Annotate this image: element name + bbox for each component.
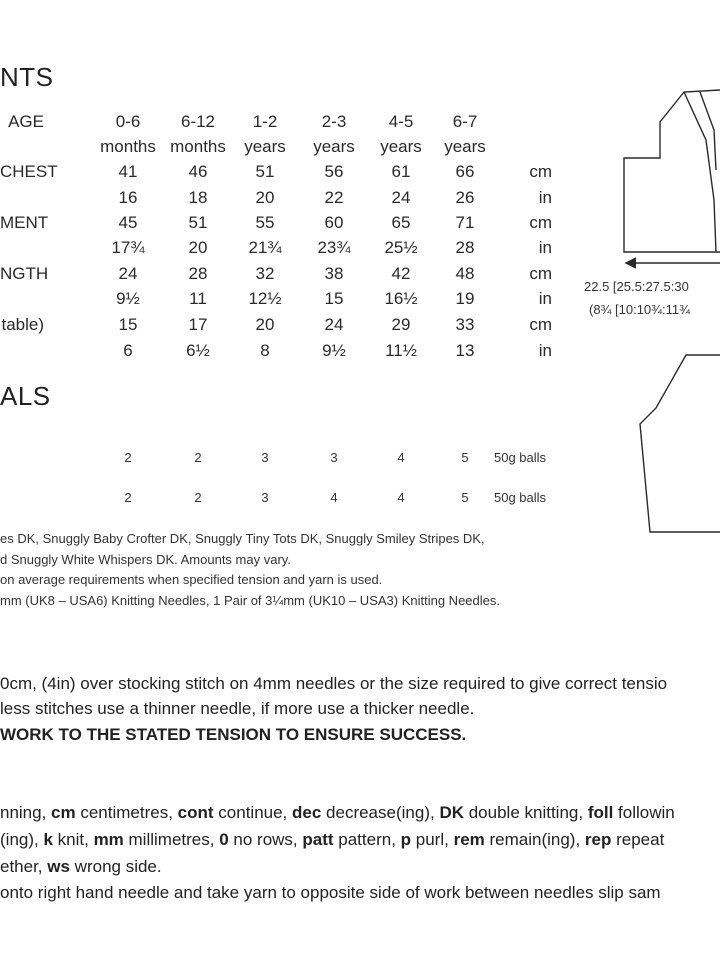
materials-note-4: mm (UK8 – USA6) Knitting Needles, 1 Pair of 3¼mm (UK10 – USA3) Knitting Needles. bbox=[0, 593, 500, 608]
abbreviation-text: pattern, bbox=[333, 830, 401, 849]
table-cell: 51 bbox=[255, 162, 275, 181]
yarn-unit: 50g balls bbox=[494, 490, 547, 505]
abbreviation-text: nning, bbox=[0, 803, 52, 822]
materials-note-3: on average requirements when specified tension and yarn is used. bbox=[0, 572, 383, 587]
table-cell: 18 bbox=[188, 188, 208, 207]
yarn-cell: 4 bbox=[330, 490, 338, 505]
yarn-cell: 4 bbox=[397, 450, 405, 465]
row-unit: cm bbox=[529, 213, 552, 232]
table-cell: 48 bbox=[455, 264, 475, 283]
table-cell: 24 bbox=[118, 264, 138, 283]
yarn-cell: 4 bbox=[397, 490, 405, 505]
abbreviation-text: repeat bbox=[611, 830, 665, 849]
yarn-cell: 2 bbox=[124, 450, 132, 465]
tension-line-2: less stitches use a thinner needle, if more use a thicker needle. bbox=[0, 699, 475, 718]
sleeve-outline bbox=[640, 355, 720, 532]
yarn-cell: 2 bbox=[124, 490, 132, 505]
yarn-cell: 2 bbox=[194, 450, 202, 465]
size-unit: years bbox=[313, 137, 355, 156]
table-cell: 51 bbox=[188, 213, 208, 232]
row-label: CHEST bbox=[0, 162, 58, 181]
diagram-width-cm: 22.5 [25.5:27.5:30 bbox=[584, 279, 689, 294]
abbreviation-text: centimetres, bbox=[75, 803, 178, 822]
size-range: 2-3 bbox=[321, 112, 347, 131]
row-unit: in bbox=[538, 188, 552, 207]
abbreviation-term: DK bbox=[439, 803, 464, 822]
table-cell: 71 bbox=[455, 213, 475, 232]
size-unit: years bbox=[244, 137, 286, 156]
table-cell: 66 bbox=[455, 162, 475, 181]
materials-heading: ALS bbox=[0, 381, 51, 411]
abbreviation-text: millimetres, bbox=[123, 830, 220, 849]
row-unit: cm bbox=[529, 162, 552, 181]
abbreviation-term: dec bbox=[292, 803, 322, 822]
table-cell: 24 bbox=[324, 315, 344, 334]
yarn-cell: 2 bbox=[194, 490, 202, 505]
abbreviation-text: knit, bbox=[52, 830, 94, 849]
table-cell: 28 bbox=[455, 238, 475, 257]
size-range: 0-6 bbox=[115, 112, 141, 131]
table-cell: 32 bbox=[255, 264, 275, 283]
abbreviation-text: double knitting, bbox=[464, 803, 588, 822]
table-cell: 16½ bbox=[384, 289, 418, 308]
table-cell: 20 bbox=[188, 238, 208, 257]
table-cell: 20 bbox=[255, 188, 275, 207]
yarn-cell: 3 bbox=[330, 450, 338, 465]
table-cell: 8 bbox=[260, 341, 270, 360]
table-cell: 23¾ bbox=[317, 238, 351, 257]
table-cell: 29 bbox=[391, 315, 411, 334]
table-cell: 24 bbox=[391, 188, 411, 207]
table-cell: 42 bbox=[391, 264, 411, 283]
tension-line-3: WORK TO THE STATED TENSION TO ENSURE SUCCESS. bbox=[0, 725, 467, 744]
abbreviation-text: (ing), bbox=[0, 830, 44, 849]
tension-line-1: 0cm, (4in) over stocking stitch on 4mm needles or the size required to give correct tensio bbox=[0, 674, 668, 693]
table-cell: 15 bbox=[118, 315, 138, 334]
table-cell: 56 bbox=[324, 162, 344, 181]
table-cell: 22 bbox=[324, 188, 344, 207]
materials-note-1: es DK, Snuggly Baby Crofter DK, Snuggly Tiny Tots DK, Snuggly Smiley Stripes DK, bbox=[0, 531, 485, 546]
row-label: NGTH bbox=[0, 264, 49, 283]
row-label: table) bbox=[1, 315, 44, 334]
table-cell: 13 bbox=[455, 341, 475, 360]
table-cell: 45 bbox=[118, 213, 138, 232]
width-arrowhead bbox=[626, 258, 636, 268]
table-cell: 11 bbox=[189, 289, 207, 308]
abbreviation-text: ether, bbox=[0, 857, 48, 876]
table-cell: 19 bbox=[455, 289, 475, 308]
abbreviations-line-4: onto right hand needle and take yarn to opposite side of work between needles slip sam bbox=[0, 883, 661, 902]
size-range: 6-7 bbox=[452, 112, 478, 131]
table-cell: 61 bbox=[391, 162, 411, 181]
size-unit: months bbox=[170, 137, 226, 156]
abbreviation-term: rem bbox=[453, 830, 485, 849]
row-unit: cm bbox=[529, 315, 552, 334]
table-cell: 6 bbox=[123, 341, 133, 360]
table-cell: 41 bbox=[118, 162, 138, 181]
table-cell: 38 bbox=[324, 264, 344, 283]
table-cell: 60 bbox=[324, 213, 344, 232]
size-range: 6-12 bbox=[180, 112, 216, 131]
yarn-cell: 3 bbox=[261, 490, 269, 505]
abbreviation-text: decrease(ing), bbox=[321, 803, 440, 822]
abbreviation-term: ws bbox=[47, 857, 70, 876]
table-cell: 28 bbox=[188, 264, 208, 283]
abbreviation-text: continue, bbox=[213, 803, 293, 822]
table-cell: 25½ bbox=[384, 238, 418, 257]
table-cell: 6½ bbox=[186, 341, 210, 360]
yarn-cell: 3 bbox=[261, 450, 269, 465]
abbreviation-term: rep bbox=[584, 830, 612, 849]
row-unit: in bbox=[538, 238, 552, 257]
abbreviation-term: patt bbox=[302, 830, 334, 849]
table-cell: 9½ bbox=[116, 289, 140, 308]
table-cell: 33 bbox=[455, 315, 475, 334]
table-cell: 21¾ bbox=[248, 238, 282, 257]
row-unit: cm bbox=[529, 264, 552, 283]
abbreviation-term: k bbox=[43, 830, 53, 849]
table-cell: 12½ bbox=[248, 289, 282, 308]
abbreviation-term: mm bbox=[93, 830, 124, 849]
row-unit: in bbox=[538, 341, 552, 360]
table-cell: 17 bbox=[188, 315, 208, 334]
row-unit: in bbox=[538, 289, 552, 308]
table-cell: 26 bbox=[455, 188, 475, 207]
abbreviation-text: purl, bbox=[411, 830, 454, 849]
row-label: MENT bbox=[0, 213, 49, 232]
age-label: AGE bbox=[8, 112, 44, 131]
abbreviation-text: wrong side. bbox=[69, 857, 162, 876]
materials-note-2: d Snuggly White Whispers DK. Amounts may vary. bbox=[0, 552, 291, 567]
abbreviation-term: p bbox=[400, 830, 412, 849]
abbreviation-term: 0 bbox=[219, 830, 229, 849]
abbreviation-term: cm bbox=[51, 803, 76, 822]
abbreviation-text: followin bbox=[613, 803, 675, 822]
table-cell: 9½ bbox=[322, 341, 346, 360]
cardigan-front-outline bbox=[624, 90, 720, 252]
diagram-width-in: (8¾ [10:10¾:11¾ bbox=[589, 302, 690, 317]
size-range: 1-2 bbox=[252, 112, 278, 131]
yarn-unit: 50g balls bbox=[494, 450, 547, 465]
size-unit: months bbox=[100, 137, 156, 156]
table-cell: 11½ bbox=[385, 341, 417, 360]
size-unit: years bbox=[444, 137, 486, 156]
cardigan-neckline bbox=[684, 92, 716, 252]
size-range: 4-5 bbox=[388, 112, 414, 131]
abbreviation-term: cont bbox=[177, 803, 214, 822]
abbreviation-term: foll bbox=[587, 803, 614, 822]
abbreviation-text: remain(ing), bbox=[484, 830, 585, 849]
table-cell: 20 bbox=[255, 315, 275, 334]
yarn-cell: 5 bbox=[461, 450, 469, 465]
table-cell: 65 bbox=[391, 213, 411, 232]
table-cell: 46 bbox=[188, 162, 208, 181]
table-cell: 17¾ bbox=[111, 238, 145, 257]
size-unit: years bbox=[380, 137, 422, 156]
table-cell: 55 bbox=[255, 213, 275, 232]
table-cell: 15 bbox=[324, 289, 344, 308]
yarn-cell: 5 bbox=[461, 490, 469, 505]
measurements-heading: NTS bbox=[0, 62, 54, 92]
abbreviation-text: no rows, bbox=[228, 830, 303, 849]
table-cell: 16 bbox=[118, 188, 138, 207]
